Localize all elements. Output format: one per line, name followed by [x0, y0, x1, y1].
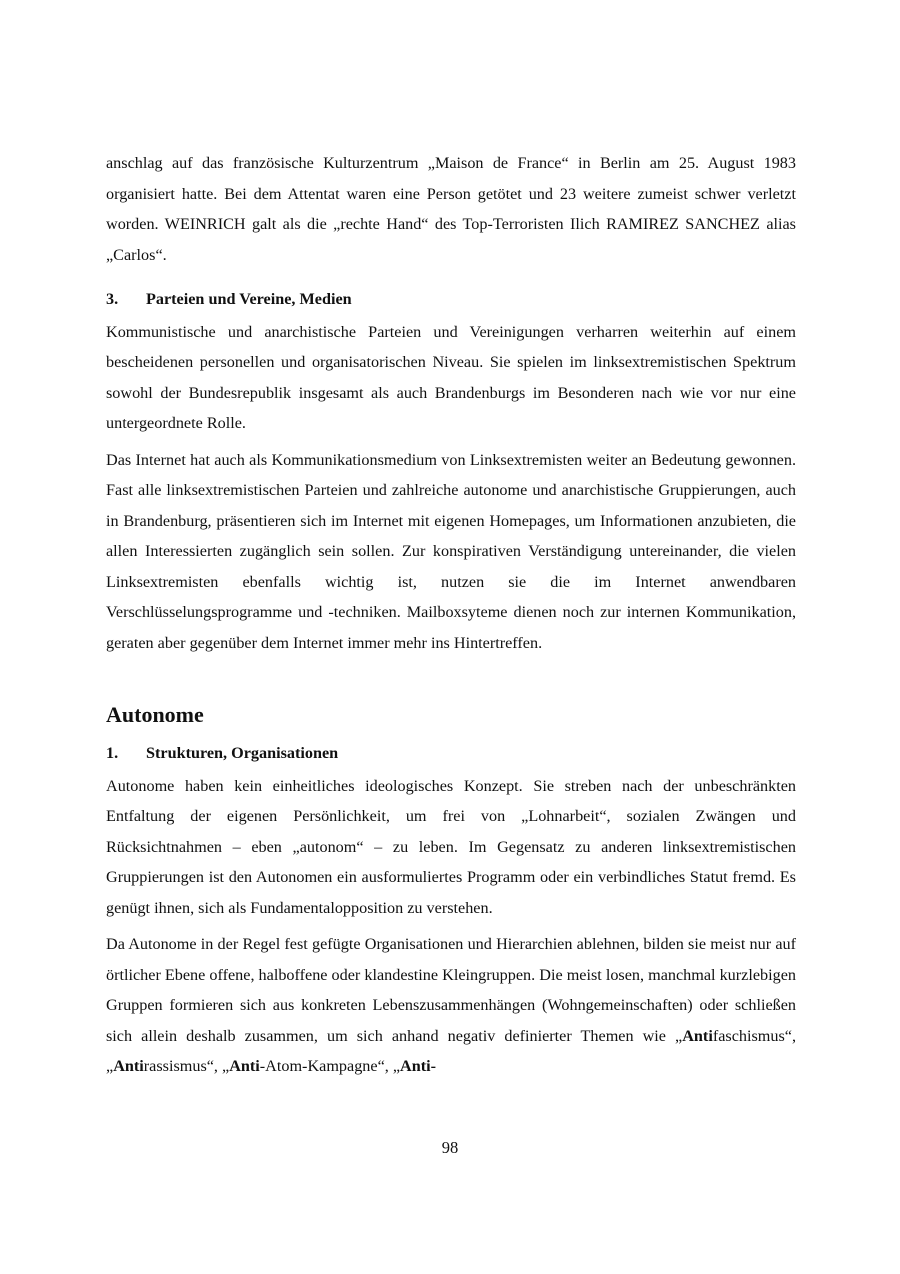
section-number: 1.	[106, 744, 119, 762]
text-run: Da Autonome in der Regel fest gefügte Organisationen und Hierarchien ablehnen, bilden sie meist nur auf örtlicher Ebene offene, halboffene oder klandestine Kleingruppen. Die meist losen, manchmal kurzlebigen Gruppen formieren sich aus konkreten Lebenszusammenhängen (Wohngemeinschaften) oder schließen sich allein deshalb zusammen, um sich anhand negativ definierter Themen wie „	[106, 935, 796, 1045]
paragraph-autonome-konzept: Autonome haben kein einheitliches ideologisches Konzept. Sie streben nach der unbeschränkten Entfaltung der eigenen Persönlichkeit, um frei von „Lohnarbeit“, sozialen Zwängen und Rücksichtnahmen – eben „autonom“ – zu leben. Im Gegensatz zu anderen linksextremistischen Gruppierungen ist den Autonomen ein ausformuliertes Programm oder ein verbindliches Statut fremd. Es genügt ihnen, sich als Fundamentalopposition zu verstehen.	[106, 776, 796, 917]
section-title: Strukturen, Organisationen	[146, 744, 339, 762]
page-number: 98	[441, 1138, 459, 1157]
paragraph-da-autonome	[106, 929, 796, 1082]
text-run: faschismus“, „	[106, 1026, 796, 1075]
paragraph-intro: anschlag auf das französische Kulturzentrum „Maison de France“ in Berlin am 25. August 1983 organisiert hatte. Bei dem Attentat waren eine Person getötet und 23 weitere zumeist schwer verletzt worden. WEINRICH galt als die „rechte Hand“ des Top-Terroristen Ilich RAMIREZ SANCHEZ alias „Carlos“.	[106, 154, 796, 264]
text-run: -Atom-Kampagne“, „	[259, 1057, 401, 1075]
section-title: Parteien und Vereine, Medien	[146, 290, 352, 308]
bold-anti: Anti	[682, 1026, 713, 1045]
text-run: rassismus“, „	[143, 1057, 230, 1075]
section-number: 3.	[106, 290, 119, 308]
chapter-heading-autonome: Autonome	[106, 702, 204, 727]
page-content	[106, 148, 796, 1082]
section-heading-parteien	[106, 284, 796, 315]
bold-anti: Anti-	[400, 1057, 437, 1075]
bold-anti: Anti	[113, 1057, 144, 1075]
paragraph-kommunistische: Kommunistische und anarchistische Parteien und Vereinigungen verharren weiterhin auf einem bescheidenen personellen und organisatorischen Niveau. Sie spielen im linksextremistischen Spektrum sowohl der Bundesrepublik insgesamt als auch Brandenburgs im Besonderen nach wie vor nur eine untergeordnete Rolle.	[106, 322, 796, 432]
section-heading-strukturen	[106, 738, 796, 769]
paragraph-internet: Das Internet hat auch als Kommunikationsmedium von Linksextremisten weiter an Bedeutung gewonnen. Fast alle linksextremistischen Parteien und zahlreiche autonome und anarchistische Gruppierungen, auch in Brandenburg, präsentieren sich im Internet mit eigenen Homepages, um Informationen anzubieten, die allen Interessierten zugänglich sein sollen. Zur konspirativen Verständigung untereinander, die vielen Linksextremisten ebenfalls wichtig ist, nutzen sie die im Internet anwendbaren Verschlüsselungsprogramme und -techniken. Mailboxsyteme dienen noch zur internen Kommunikation, geraten aber gegenüber dem Internet immer mehr ins Hintertreffen.	[106, 450, 796, 652]
bold-anti: Anti	[229, 1057, 260, 1075]
